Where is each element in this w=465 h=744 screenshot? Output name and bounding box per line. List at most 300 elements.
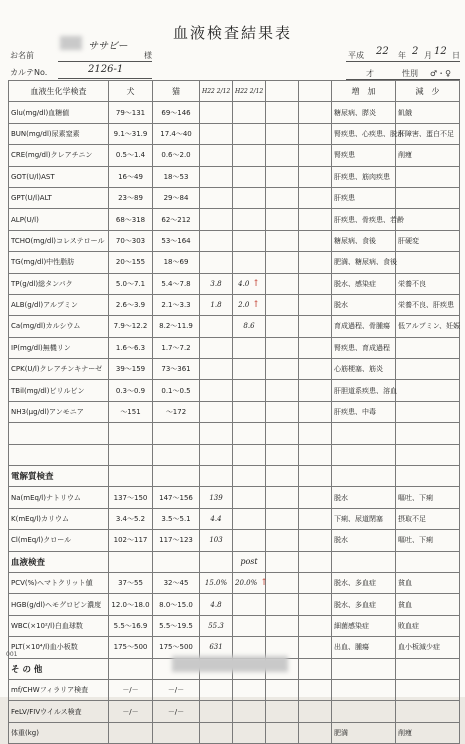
increase-causes: 腎疾患、心疾患、脱水 (332, 123, 396, 144)
test-name: 体重(kg) (9, 722, 109, 743)
date-month-label: 月 (424, 51, 432, 60)
dog-reference-range: 175～500 (109, 637, 153, 658)
patient-name-handwritten: ササビー (88, 41, 128, 52)
decrease-causes: 削痩 (396, 722, 460, 743)
table-row (9, 380, 460, 401)
cat-reference-range: 18～53 (153, 166, 200, 187)
blank-cell (109, 658, 153, 679)
decrease-causes: 削痩 (396, 145, 460, 166)
result-value-1: 55.3 (200, 615, 233, 636)
results-table (8, 80, 460, 744)
increase-causes: 脱水、多血症 (332, 594, 396, 615)
result-value-2 (233, 337, 266, 358)
dog-reference-range: 70～303 (109, 230, 153, 251)
blank-cell (266, 594, 299, 615)
date-day-label: 日 (452, 51, 460, 60)
blank-cell (153, 551, 200, 572)
blank-cell (396, 658, 460, 679)
blank-cell (266, 337, 299, 358)
cat-reference-range: 147～156 (153, 487, 200, 508)
blank-cell (299, 637, 332, 658)
result-value-1: 103 (200, 530, 233, 551)
result-value-2 (233, 637, 266, 658)
dog-reference-range: 16～49 (109, 166, 153, 187)
test-name: BUN(mg/dl)尿素窒素 (9, 123, 109, 144)
section-label: そ の 他 (9, 658, 109, 679)
cat-reference-range: 69～146 (153, 102, 200, 123)
test-name: GOT(U/l)AST (9, 166, 109, 187)
blank-cell (266, 530, 299, 551)
result-value-2 (233, 252, 266, 273)
blank-cell (233, 444, 266, 465)
table-row (9, 230, 460, 251)
cat-reference-range: 53～164 (153, 230, 200, 251)
decrease-causes (396, 380, 460, 401)
result-value-2 (233, 316, 266, 337)
dog-reference-range: 102～117 (109, 530, 153, 551)
result-value-2 (233, 487, 266, 508)
decrease-causes: 肝障害、蛋白不足 (396, 123, 460, 144)
blank-cell (299, 252, 332, 273)
decrease-causes: 肝硬変 (396, 230, 460, 251)
dog-reference-range: 7.9～12.2 (109, 316, 153, 337)
blank-row (9, 444, 460, 465)
cat-reference-range: 0.1～0.5 (153, 380, 200, 401)
blank-cell (299, 359, 332, 380)
result-value-2 (233, 572, 266, 593)
increase-causes: 下痢、尿道閉塞 (332, 508, 396, 529)
blank-cell (332, 444, 396, 465)
blank-cell (153, 423, 200, 444)
result-value-1 (200, 380, 233, 401)
dog-reference-range: 39～159 (109, 359, 153, 380)
decrease-causes (396, 679, 460, 700)
blank-cell (233, 423, 266, 444)
test-name: WBC(×10²/l)白血球数 (9, 615, 109, 636)
cat-reference-range: 5.4～7.8 (153, 273, 200, 294)
dog-reference-range: ～151 (109, 401, 153, 422)
dog-reference-range: 79～131 (109, 102, 153, 123)
blank-cell (299, 230, 332, 251)
result-value-1: 15.0% (200, 572, 233, 593)
test-name: Cl(mEq/l)クロール (9, 530, 109, 551)
test-name: HGB(g/dl)ヘモグロビン濃度 (9, 594, 109, 615)
cat-reference-range: 17.4～40 (153, 123, 200, 144)
date-underline (346, 60, 460, 62)
blank-cell (299, 423, 332, 444)
cat-reference-range: 117～123 (153, 530, 200, 551)
test-name: ALB(g/dl)アルブミン (9, 294, 109, 315)
result-value-2 (233, 209, 266, 230)
blank-cell (396, 466, 460, 487)
result-value-2 (233, 166, 266, 187)
increase-causes (332, 701, 396, 722)
blank-cell (266, 145, 299, 166)
blank-row (9, 423, 460, 444)
table-row (9, 166, 460, 187)
result-value-2-text: 20.0% (235, 579, 258, 588)
blank-cell (299, 401, 332, 422)
dog-reference-range: 12.0～18.0 (109, 594, 153, 615)
blank-cell (266, 102, 299, 123)
result-value-2-text: 4.0 (238, 279, 250, 288)
table-row (9, 102, 460, 123)
increase-causes: 肝胆道系疾患、溶血 (332, 380, 396, 401)
result-value-1 (200, 166, 233, 187)
increase-causes: 脱水 (332, 294, 396, 315)
blank-cell (9, 423, 109, 444)
result-value-1 (200, 337, 233, 358)
age-unit-label: 才 (366, 69, 374, 78)
cat-reference-range: 0.6～2.0 (153, 145, 200, 166)
col-header-dog: 犬 (109, 81, 153, 102)
blank-cell (299, 551, 332, 572)
date-year-value: 22 (376, 46, 389, 57)
blank-cell (299, 658, 332, 679)
result-value-2 (233, 508, 266, 529)
blank-cell (266, 637, 299, 658)
blank-cell (266, 508, 299, 529)
result-value-2 (233, 401, 266, 422)
redacted-surname (60, 36, 82, 50)
decrease-causes (396, 401, 460, 422)
result-value-2 (233, 615, 266, 636)
increase-arrow-icon: ↑ (252, 278, 260, 289)
cat-reference-range: 73～361 (153, 359, 200, 380)
result-value-1 (200, 679, 233, 700)
blank-cell (200, 466, 233, 487)
result-value-2 (233, 466, 266, 487)
report-title: 血液検査結果表 (172, 24, 292, 42)
blank-cell (299, 487, 332, 508)
honorific-label: 様 (144, 51, 152, 60)
table-row (9, 637, 460, 658)
blank-cell (332, 466, 396, 487)
test-name: NH3(μg/dl)アンモニア (9, 401, 109, 422)
decrease-causes (396, 359, 460, 380)
dog-reference-range: －/－ (109, 701, 153, 722)
result-value-2 (233, 722, 266, 743)
increase-causes: 脱水、感染症 (332, 273, 396, 294)
blank-cell (266, 722, 299, 743)
sex-label: 性別 (402, 69, 418, 78)
blank-cell (266, 316, 299, 337)
cat-reference-range: ～172 (153, 401, 200, 422)
decrease-causes: 嘔吐、下痢 (396, 530, 460, 551)
blank-cell (266, 466, 299, 487)
decrease-causes: 血小板減少症 (396, 637, 460, 658)
result-value-1 (200, 359, 233, 380)
table-row (9, 123, 460, 144)
cat-reference-range: －/－ (153, 701, 200, 722)
table-row (9, 594, 460, 615)
increase-causes: 育成過程、骨腫瘍 (332, 316, 396, 337)
blank-cell (332, 658, 396, 679)
col-header-cat: 猫 (153, 81, 200, 102)
dog-reference-range: 2.6～3.9 (109, 294, 153, 315)
dog-reference-range: 37～55 (109, 572, 153, 593)
col-header-blank (299, 81, 332, 102)
increase-causes: 肝疾患、骨疾患、若齢 (332, 209, 396, 230)
decrease-causes (396, 252, 460, 273)
cat-reference-range: 29～84 (153, 187, 200, 208)
result-value-2 (233, 530, 266, 551)
table-row (9, 701, 460, 722)
blank-cell (266, 359, 299, 380)
increase-causes: 糖尿病、膵炎 (332, 102, 396, 123)
increase-causes: 腎疾患 (332, 145, 396, 166)
decrease-causes (396, 337, 460, 358)
test-name: TCHO(mg/dl)コレステロール (9, 230, 109, 251)
blank-cell (299, 316, 332, 337)
chart-number-label: カルテNo. (10, 68, 48, 77)
cat-reference-range: 8.0～15.0 (153, 594, 200, 615)
blank-cell (153, 466, 200, 487)
increase-causes: 糖尿病、食後 (332, 230, 396, 251)
increase-causes: 肝疾患 (332, 187, 396, 208)
decrease-causes: 栄養不良、肝疾患 (396, 294, 460, 315)
blank-cell (299, 166, 332, 187)
cat-reference-range: 3.5～5.1 (153, 508, 200, 529)
blank-cell (109, 466, 153, 487)
sex-options: ♂・♀ (430, 69, 452, 78)
blank-cell (266, 380, 299, 401)
col-header-decrease: 減 少 (396, 81, 460, 102)
col-header-blank (266, 81, 299, 102)
decrease-causes: 摂取不足 (396, 508, 460, 529)
dog-reference-range: 23～89 (109, 187, 153, 208)
blank-cell (266, 252, 299, 273)
increase-causes: 肥満 (332, 722, 396, 743)
decrease-causes: 低アルブミン、妊娠 (396, 316, 460, 337)
redacted-clinic-name (172, 656, 288, 672)
table-row (9, 572, 460, 593)
dog-reference-range: 68～318 (109, 209, 153, 230)
result-value-1: 631 (200, 637, 233, 658)
test-name: PLT(×10⁴/l)血小板数 (9, 637, 109, 658)
test-name: TG(mg/dl)中性脂肪 (9, 252, 109, 273)
test-name: CRE(mg/dl)クレアチニン (9, 145, 109, 166)
blank-cell (266, 487, 299, 508)
blank-cell (109, 423, 153, 444)
result-value-1 (200, 230, 233, 251)
test-name: TBil(mg/dl)ビリルビン (9, 380, 109, 401)
result-value-2 (233, 380, 266, 401)
result-value-1: 1.8 (200, 294, 233, 315)
increase-causes: 出血、腫瘍 (332, 637, 396, 658)
result-value-2 (233, 123, 266, 144)
result-value-2 (233, 230, 266, 251)
table-row (9, 145, 460, 166)
result-value-2 (233, 102, 266, 123)
table-row (9, 530, 460, 551)
table-row (9, 252, 460, 273)
decrease-causes: 敗血症 (396, 615, 460, 636)
blank-cell (299, 102, 332, 123)
result-value-1: 4.8 (200, 594, 233, 615)
cat-reference-range: 175～500 (153, 637, 200, 658)
dog-reference-range: －/－ (109, 679, 153, 700)
blank-cell (266, 615, 299, 636)
col-header-increase: 増 加 (332, 81, 396, 102)
result-value-2-text: 2.0 (238, 301, 250, 310)
increase-causes: 腎疾患、育成過程 (332, 337, 396, 358)
blank-cell (299, 145, 332, 166)
form-number: 001 (6, 651, 18, 658)
col-header-date1: H22 2/12 (200, 81, 233, 102)
blank-cell (109, 444, 153, 465)
blank-cell (266, 166, 299, 187)
cat-reference-range (153, 722, 200, 743)
blank-cell (299, 337, 332, 358)
blank-cell (200, 551, 233, 572)
decrease-causes: 貧血 (396, 572, 460, 593)
blank-cell (266, 423, 299, 444)
test-name: GPT(U/l)ALT (9, 187, 109, 208)
result-value-2-text: 8.6 (243, 322, 255, 331)
cat-reference-range: 5.5～19.5 (153, 615, 200, 636)
blank-cell (299, 466, 332, 487)
result-value-1: 4.4 (200, 508, 233, 529)
cat-reference-range: 2.1～3.3 (153, 294, 200, 315)
blank-cell (332, 423, 396, 444)
blank-cell (266, 187, 299, 208)
dog-reference-range: 0.3～0.9 (109, 380, 153, 401)
blank-cell (266, 572, 299, 593)
table-header-row (9, 81, 460, 102)
increase-causes: 肝疾患、中毒 (332, 401, 396, 422)
increase-causes (332, 679, 396, 700)
blank-cell (396, 444, 460, 465)
blank-cell (266, 701, 299, 722)
blank-cell (200, 423, 233, 444)
blank-cell (266, 294, 299, 315)
blank-cell (200, 444, 233, 465)
dog-reference-range: 9.1～31.9 (109, 123, 153, 144)
test-name: Ca(mg/dl)カルシウム (9, 316, 109, 337)
decrease-causes: 栄養不良 (396, 273, 460, 294)
blank-cell (266, 230, 299, 251)
col-header-date2: H22 2/12 (233, 81, 266, 102)
dog-reference-range: 5.5～16.9 (109, 615, 153, 636)
result-value-1 (200, 316, 233, 337)
result-value-1 (200, 252, 233, 273)
result-value-1 (200, 187, 233, 208)
table-row (9, 294, 460, 315)
test-name: CPK(U/l)クレアチンキナーゼ (9, 359, 109, 380)
cat-reference-range: 62～212 (153, 209, 200, 230)
table-row (9, 337, 460, 358)
result-value-2 (233, 187, 266, 208)
blank-cell (299, 123, 332, 144)
blank-cell (299, 380, 332, 401)
blank-cell (299, 294, 332, 315)
date-era-label: 平成 (348, 51, 364, 60)
blank-cell (266, 273, 299, 294)
dog-reference-range: 3.4～5.2 (109, 508, 153, 529)
blank-cell (299, 209, 332, 230)
blank-cell (266, 551, 299, 572)
table-row (9, 187, 460, 208)
blank-cell (299, 701, 332, 722)
result-value-1 (200, 123, 233, 144)
cat-reference-range: 8.2～11.9 (153, 316, 200, 337)
table-row (9, 401, 460, 422)
decrease-causes (396, 701, 460, 722)
table-row (9, 316, 460, 337)
result-value-1: 139 (200, 487, 233, 508)
table-row (9, 359, 460, 380)
blank-cell (332, 551, 396, 572)
test-name: K(mEq/l)カリウム (9, 508, 109, 529)
result-value-1 (200, 722, 233, 743)
result-value-1 (200, 209, 233, 230)
increase-causes: 肝疾患、筋肉疾患 (332, 166, 396, 187)
blank-cell (299, 444, 332, 465)
increase-arrow-icon: ↑ (252, 300, 260, 311)
table-row (9, 508, 460, 529)
cat-reference-range: 32～45 (153, 572, 200, 593)
result-value-1: 3.8 (200, 273, 233, 294)
dog-reference-range: 137～150 (109, 487, 153, 508)
date-day-value: 12 (434, 46, 447, 57)
decrease-causes (396, 209, 460, 230)
blank-cell (299, 273, 332, 294)
result-value-1 (200, 701, 233, 722)
test-name: TP(g/dl)総タンパク (9, 273, 109, 294)
date-month-value: 2 (412, 46, 419, 57)
test-name: mf/CHWフィラリア検査 (9, 679, 109, 700)
col-header-test: 血液生化学検査 (9, 81, 109, 102)
cat-reference-range: 1.7～7.2 (153, 337, 200, 358)
blank-cell (299, 530, 332, 551)
increase-arrow-icon: ↑ (260, 578, 268, 589)
result-value-2 (233, 701, 266, 722)
blank-cell (9, 444, 109, 465)
blank-cell (299, 572, 332, 593)
test-name: Na(mEq/l)ナトリウム (9, 487, 109, 508)
result-value-2 (233, 273, 266, 294)
result-value-2 (233, 679, 266, 700)
test-name: ALP(U/l) (9, 209, 109, 230)
table-row (9, 615, 460, 636)
blank-cell (396, 423, 460, 444)
increase-causes: 脱水 (332, 530, 396, 551)
table-row (9, 209, 460, 230)
blank-cell (266, 401, 299, 422)
table-row (9, 487, 460, 508)
blank-cell (266, 209, 299, 230)
blank-cell (266, 679, 299, 700)
decrease-causes: 貧血 (396, 594, 460, 615)
result-value-1 (200, 102, 233, 123)
cat-reference-range: －/－ (153, 679, 200, 700)
increase-causes: 肥満、糖尿病、食後 (332, 252, 396, 273)
decrease-causes: 飢餓 (396, 102, 460, 123)
blank-cell (299, 187, 332, 208)
section-row (9, 466, 460, 487)
decrease-causes: 嘔吐、下痢 (396, 487, 460, 508)
blank-cell (266, 444, 299, 465)
dog-reference-range: 20～155 (109, 252, 153, 273)
decrease-causes (396, 166, 460, 187)
result-value-2 (233, 359, 266, 380)
increase-causes: 脱水 (332, 487, 396, 508)
cat-reference-range: 18～69 (153, 252, 200, 273)
test-name: Glu(mg/dl)血糖値 (9, 102, 109, 123)
blank-cell (299, 615, 332, 636)
blank-cell (396, 551, 460, 572)
